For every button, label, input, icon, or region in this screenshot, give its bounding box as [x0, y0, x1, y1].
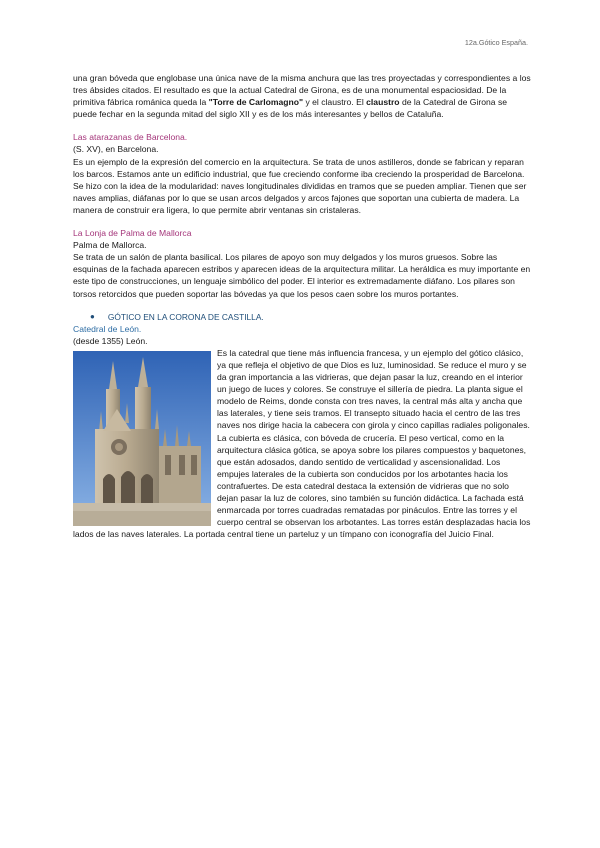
- document-body: [73, 72, 531, 540]
- atarazanas-body: Es un ejemplo de la expresión del comercio en la arquitectura. Se trata de unos astilleros, donde se fabrican y reparan los barcos. Estamos ante un edificio industrial, que fue creciendo conforme iba creciendo la prosperidad de Barcelona. Se hizo con la idea de la modularidad: naves longitudinales divididas en tramos que se pueden ampliar. Tienen que ser naves amplias, diáfanas por lo que se usan arcos delgados y arcos fajones que soportan una cubierta de madera. La manera de construir era ligera, lo que permite abrir ventanas sin cristaleras.: [73, 156, 527, 215]
- atarazanas-date: (S. XV), en Barcelona.: [73, 144, 159, 155]
- page-header: 12a.Gótico España.: [464, 38, 528, 47]
- section-atarazanas: [73, 131, 531, 216]
- castilla-bullet: ● GÓTICO EN LA CORONA DE CASTILLA.: [90, 311, 264, 322]
- lonja-place: Palma de Mallorca.: [73, 240, 147, 251]
- leon-subtitle: Catedral de León.: [73, 323, 142, 334]
- section-lonja: [73, 227, 531, 300]
- torre-carlomagno-bold: "Torre de Carlomagno": [208, 97, 304, 108]
- leon-section: [73, 347, 531, 541]
- atarazanas-title: Las atarazanas de Barcelona.: [73, 132, 188, 143]
- claustro-bold: claustro: [366, 97, 400, 108]
- intro-paragraph: una gran bóveda que englobase una única nave de la misma anchura que las tres proyectadas y correspondientes a los tres ábsides citados. El resultado es que la actual Catedral de Girona, es de una monumental espaciosidad. De la primitiva fábrica románica queda la "Torre de Carlomagno" y el claustro. El claustro de la Catedral de Girona se puede fechar en la segunda mitad del siglo XII y es de los más interesantes y bellos de Cataluña.: [73, 73, 531, 120]
- leon-body: Es la catedral que tiene más influencia francesa, y un ejemplo del gótico clásico, ya que refleja el objetivo de que Dios es luz, luminosidad. Se reduce el muro y se da gran importancia a las vidrieras, que dejan pasar la luz, creando en el interior un juego de luces y colores. Se construye el sillería de piedra. La planta sigue el modelo de Reims, donde consta con tres naves, la central más alta y ancha que las laterales, y tiene seis tramos. El transepto situado hacia el centro de las tres naves nos dirige hacia la cabecera con girola y cinco capillas radiales poligonales. La cubierta es clásica, con bóveda de crucería. El peso vertical, como en la arquitectura clásica gótica, se apoya sobre los pilares compuestos y baquetones, que están adosados, dando sentido de verticalidad y ascensionalidad. Los empujes laterales de la cubierta son conducidos por los arbotantes hacia los contrafuertes. De esta catedral destaca la extensión de vidrieras que no solo dejan pasar la luz de colores, sino también su función didáctica. La fachada está enmarcada por torres cuadradas rematadas por pináculos. Entre las torres y el cuerpo central se observan los arbotantes. Las torres están desplazadas hacia los lados de las naves laterales. La portada central tiene un parteluz y un tímpano con iconografía del Juicio Final.: [73, 347, 531, 540]
- lonja-title: La Lonja de Palma de Mallorca: [73, 228, 192, 239]
- leon-cathedral-photo: [73, 351, 211, 526]
- lonja-body: Se trata de un salón de planta basilical. Los pilares de apoyo son muy delgados y los muros gruesos. Sobre las esquinas de la fachada aparecen estribos y aparecen ideas de la arquitectura militar. La heráldica es muy importante en este tipo de construcciones, un lenguaje simbólico del poder. El interior es extremadamente diáfano. Los pilares son torsos retorcidos que pueden soportar las bóvedas ya que los pesos caen sobre los muros portantes.: [73, 252, 531, 299]
- bullet-dot-icon: ●: [90, 311, 95, 321]
- leon-date: (desde 1355) León.: [73, 335, 148, 346]
